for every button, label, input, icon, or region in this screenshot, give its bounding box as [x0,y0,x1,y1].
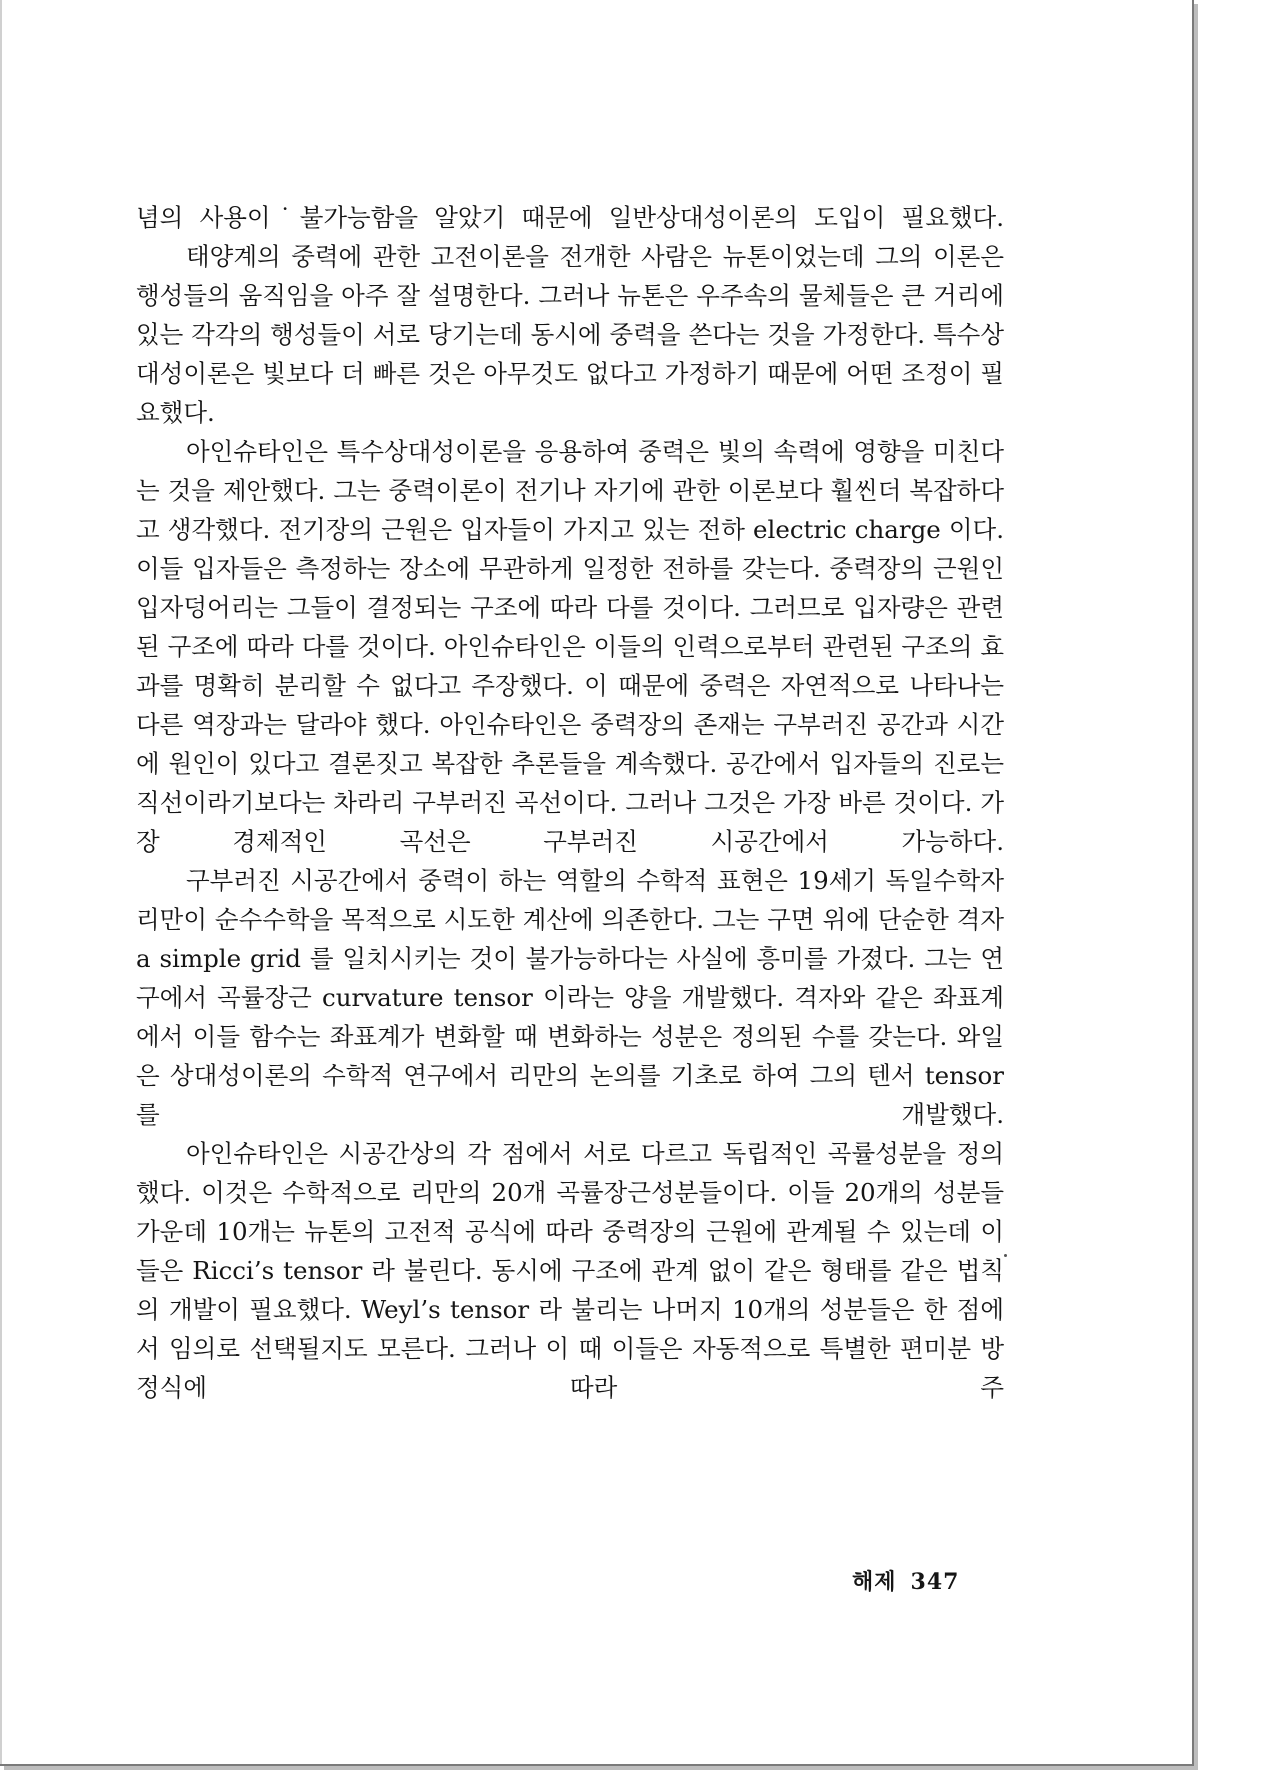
paragraph-4: 구부러진 시공간에서 중력이 하는 역할의 수학적 표현은 19세기 독일수학자 리만이 순수수학을 목적으로 시도한 계산에 의존한다. 그는 구면 위에 단순한 격자 a simple grid 를 일치시키는 것이 불가능하다는 사실에 흥미를 가졌다. 그는 연구에서 곡률장근 curvature tensor 이라는 양을 개발했다. 격자와 같은 좌표계에서 이들 함수는 좌표계가 변화할 때 변화하는 성분은 정의된 수를 갖는다. 와일은 상대성이론의 수학적 연구에서 리만의 논의를 기초로 하여 그의 텐서 tensor 를 개발했다. [136,866,1004,1129]
body-text [136,198,1004,1407]
paragraph-1: 념의 사용이˙불가능함을 알았기 때문에 일반상대성이론의 도입이 필요했다. [136,203,1004,232]
paragraph-3: 아인슈타인은 특수상대성이론을 응용하여 중력은 빛의 속력에 영향을 미친다는 것을 제안했다. 그는 중력이론이 전기나 자기에 관한 이론보다 훨씬더 복잡하다고 생각했다. 전기장의 근원은 입자들이 가지고 있는 전하 electric charge 이다. 이들 입자들은 측정하는 장소에 무관하게 일정한 전하를 갖는다. 중력장의 근원인 입자덩어리는 그들이 결정되는 구조에 따라 다를 것이다. 그러므로 입자량은 관련된 구조에 따라 다를 것이다. 아인슈타인은 이들의 인력으로부터 관련된 구조의 효과를 명확히 분리할 수 없다고 주장했다. 이 때문에 중력은 자연적으로 나타나는 다른 역장과는 달라야 했다. 아인슈타인은 중력장의 존재는 구부러진 공간과 시간에 원인이 있다고 결론짓고 복잡한 추론들을 계속했다. 공간에서 입자들의 진로는 직선이라기보다는 차라리 구부러진 곡선이다. 그러나 그것은 가장 바른 것이다. 가장 경제적인 곡선은 구부러진 시공간에서 가능하다. [136,437,1004,856]
paragraph-2: 태양계의 중력에 관한 고전이론을 전개한 사람은 뉴톤이었는데 그의 이론은 행성들의 움직임을 아주 잘 설명한다. 그러나 뉴톤은 우주속의 물체들은 큰 거리에 있는 각각의 행성들이 서로 당기는데 동시에 중력을 쓴다는 것을 가정한다. 특수상대성이론은 빛보다 더 빠른 것은 아무것도 없다고 가정하기 때문에 어떤 조정이 필요했다. [136,242,1004,427]
page-footer [852,1565,959,1596]
page-edge [0,0,2,1764]
paragraph-5: 아인슈타인은 시공간상의 각 점에서 서로 다르고 독립적인 곡률성분을 정의했다. 이것은 수학적으로 리만의 20개 곡률장근성분들이다. 이들 20개의 성분들 가운데 10개는 뉴톤의 고전적 공식에 따라 중력장의 근원에 관계될 수 있는데 이들은 Ricci’s tensor 라 불린다. 동시에 구조에 관계 없이 같은 형태를 같은 법칙의 개발이 필요했다. Weyl’s tensor 라 불리는 나머지 10개의 성분들은 한 점에서 임의로 선택될지도 모른다. 그러나 이 때 이들은 자동적으로 특별한 편미분 방정식에 따라 주 [136,1139,1004,1402]
scan-speck [1004,1254,1007,1257]
section-title: 해제 [852,1569,897,1595]
page-number: 347 [910,1569,960,1595]
